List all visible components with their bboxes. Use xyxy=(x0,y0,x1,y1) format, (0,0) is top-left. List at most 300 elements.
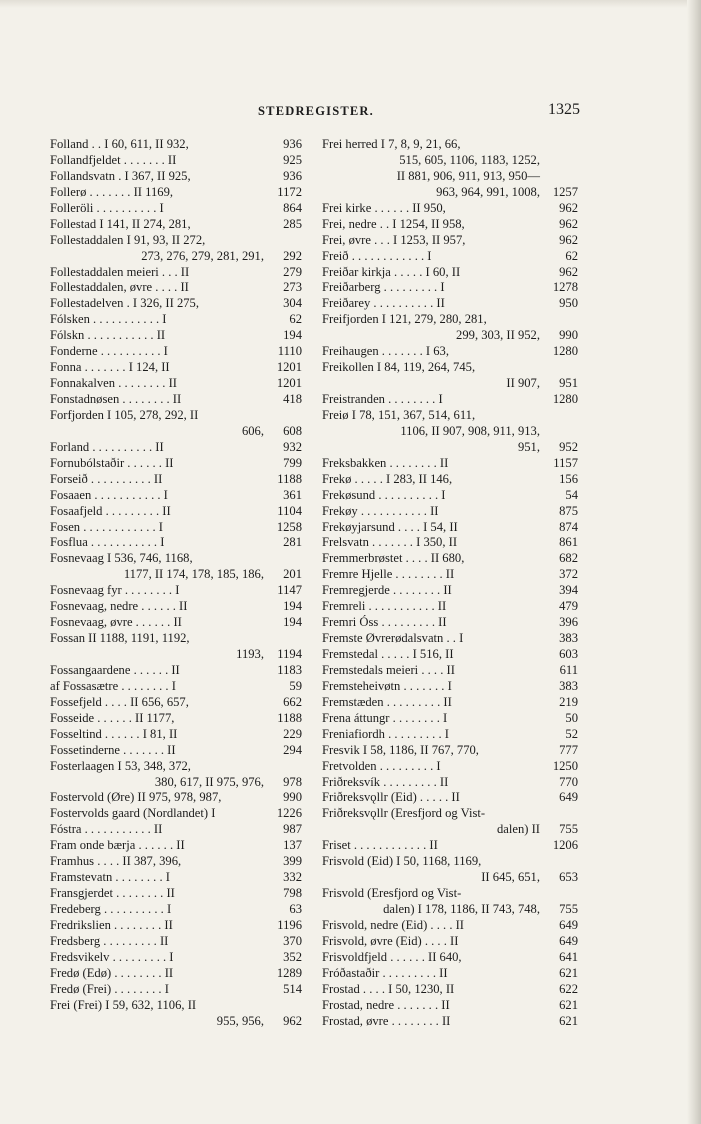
entry-text: Fredø (Frei) . . . . . . . . I xyxy=(50,981,169,996)
entry-page-ref: 1188 xyxy=(277,710,302,725)
entry-page-ref: 952 xyxy=(559,439,578,454)
entry-text: 951, xyxy=(517,439,540,454)
entry-text: Freiðarey . . . . . . . . . . II xyxy=(322,296,445,311)
entry-text: Fremmerbrøstet . . . . II 680, xyxy=(322,551,465,566)
index-entry xyxy=(50,408,302,440)
index-entry xyxy=(322,631,578,647)
index-entry xyxy=(50,886,302,902)
index-entry xyxy=(322,838,578,854)
index-entry xyxy=(50,169,302,185)
index-entry xyxy=(50,663,302,679)
entry-text: 955, 956, xyxy=(216,1013,264,1028)
entry-page-ref: 755 xyxy=(559,822,578,837)
entry-text: Friðreksvǫllr (Eresfjord og Vist- xyxy=(322,806,486,821)
index-entry xyxy=(322,567,578,583)
entry-page-ref: 641 xyxy=(559,949,578,964)
entry-text: Frekøyjarsund . . . . I 54, II xyxy=(322,519,458,534)
index-entry xyxy=(322,344,578,360)
entry-text: Follerø . . . . . . . II 1169, xyxy=(50,184,174,199)
index-entry xyxy=(322,249,578,265)
entry-page-ref: 194 xyxy=(283,328,302,343)
entry-page-ref: 682 xyxy=(559,551,578,566)
index-entry xyxy=(50,950,302,966)
index-entry xyxy=(50,201,302,217)
entry-page-ref: 281 xyxy=(283,535,302,550)
index-entry xyxy=(322,233,578,249)
entry-page-ref: 1104 xyxy=(277,503,302,518)
entry-page-ref: 799 xyxy=(283,455,302,470)
index-entry xyxy=(322,998,578,1014)
entry-text: Forseið . . . . . . . . . . II xyxy=(50,471,163,486)
entry-page-ref: 932 xyxy=(283,439,302,454)
index-entry xyxy=(50,583,302,599)
entry-page-ref: 361 xyxy=(283,487,302,502)
entry-page-ref: 137 xyxy=(283,838,302,853)
entry-page-ref: 201 xyxy=(283,567,302,582)
entry-page-ref: 962 xyxy=(559,200,578,215)
entry-page-ref: 621 xyxy=(559,965,578,980)
index-entry xyxy=(50,376,302,392)
entry-text: Frostad, øvre . . . . . . . . II xyxy=(322,1013,451,1028)
index-entry xyxy=(50,838,302,854)
index-entry xyxy=(50,599,302,615)
entry-text: Fosnevaag, nedre . . . . . . II xyxy=(50,599,188,614)
entry-page-ref: 962 xyxy=(559,232,578,247)
entry-page-ref: 621 xyxy=(559,997,578,1012)
entry-text: Frisvold (Eresfjord og Vist- xyxy=(322,886,462,901)
entry-text: Frostad . . . . I 50, 1230, II xyxy=(322,981,455,996)
entry-text: Fosnevaag I 536, 746, 1168, xyxy=(50,551,193,566)
entry-page-ref: 63 xyxy=(289,902,302,916)
entry-text: Fosseide . . . . . . II 1177, xyxy=(50,710,175,725)
entry-text: Frei (Frei) I 59, 632, 1106, II xyxy=(50,997,197,1012)
entry-text: Fredø (Edø) . . . . . . . . II xyxy=(50,965,174,980)
index-entry xyxy=(50,153,302,169)
index-entry xyxy=(50,456,302,472)
entry-text: Fostervolds gaard (Nordlandet) I xyxy=(50,806,216,821)
index-entry xyxy=(322,615,578,631)
entry-page-ref: 875 xyxy=(559,503,578,518)
entry-page-ref: 156 xyxy=(559,471,578,486)
index-entry xyxy=(322,950,578,966)
entry-page-ref: 978 xyxy=(283,774,302,789)
index-entry xyxy=(322,695,578,711)
entry-page-ref: 50 xyxy=(565,710,578,725)
entry-text: Fosterlaagen I 53, 348, 372, xyxy=(50,758,191,773)
index-entry xyxy=(322,727,578,743)
entry-text: Frostad, nedre . . . . . . . II xyxy=(322,997,450,1012)
index-entry xyxy=(322,472,578,488)
index-entry xyxy=(50,312,302,328)
entry-text: Frisvold (Eid) I 50, 1168, 1169, xyxy=(322,854,482,869)
entry-page-ref: 1172 xyxy=(277,184,302,199)
entry-page-ref: 52 xyxy=(565,726,578,741)
entry-page-ref: 352 xyxy=(283,949,302,964)
entry-page-ref: 1157 xyxy=(553,455,578,470)
entry-text: Freksbakken . . . . . . . . II xyxy=(322,455,449,470)
entry-page-ref: 874 xyxy=(559,519,578,534)
index-entry xyxy=(50,328,302,344)
entry-text: Freniafiordh . . . . . . . . . I xyxy=(322,726,449,741)
entry-page-ref: 1258 xyxy=(276,519,302,534)
entry-text: Freistranden . . . . . . . . I xyxy=(322,392,443,406)
entry-text: Freið . . . . . . . . . . . . I xyxy=(322,248,432,263)
entry-page-ref: 1278 xyxy=(552,280,578,295)
entry-text: Frei herred I 7, 8, 9, 21, 66, xyxy=(322,137,461,151)
entry-text: dalen) II xyxy=(496,822,540,837)
entry-text: Fólskn . . . . . . . . . . . II xyxy=(50,328,166,343)
entry-text: Fosflua . . . . . . . . . . . I xyxy=(50,535,165,550)
index-entry xyxy=(50,695,302,711)
entry-text: 380, 617, II 975, 976, xyxy=(154,774,264,789)
entry-text: Forfjorden I 105, 278, 292, II xyxy=(50,407,199,422)
index-entry xyxy=(322,663,578,679)
entry-page-ref: 514 xyxy=(283,981,302,996)
index-entry xyxy=(50,711,302,727)
entry-text: Fredsvikelv . . . . . . . . . I xyxy=(50,949,174,964)
index-entry xyxy=(322,296,578,312)
entry-page-ref: 1280 xyxy=(552,344,578,359)
entry-text: Fretvolden . . . . . . . . . I xyxy=(322,758,441,773)
index-entry xyxy=(322,217,578,233)
entry-page-ref: 1196 xyxy=(277,917,302,932)
entry-page-ref: 611 xyxy=(559,662,578,677)
entry-page-ref: 962 xyxy=(559,264,578,279)
entry-page-ref: 279 xyxy=(283,264,302,279)
entry-page-ref: 777 xyxy=(559,742,578,757)
entry-text: Friset . . . . . . . . . . . . II xyxy=(322,838,438,853)
index-entry xyxy=(322,456,578,472)
entry-page-ref: 649 xyxy=(559,917,578,932)
entry-text: Follestaddalen I 91, 93, II 272, xyxy=(50,232,206,247)
index-entry xyxy=(50,615,302,631)
entry-text: af Fossasætre . . . . . . . . I xyxy=(50,678,176,693)
index-entry xyxy=(50,870,302,886)
index-entry xyxy=(322,711,578,727)
entry-page-ref: 1147 xyxy=(277,583,302,598)
entry-text: Frekøsund . . . . . . . . . . I xyxy=(322,487,446,502)
entry-text: Fram onde bærja . . . . . . II xyxy=(50,838,185,853)
entry-page-ref: 219 xyxy=(559,694,578,709)
index-entry xyxy=(322,918,578,934)
entry-page-ref: 59 xyxy=(289,678,302,693)
index-entry xyxy=(50,934,302,950)
entry-page-ref: 1201 xyxy=(276,376,302,391)
entry-page-ref: 294 xyxy=(283,742,302,757)
entry-page-ref: 194 xyxy=(283,599,302,614)
entry-text: Fosaaen . . . . . . . . . . . I xyxy=(50,487,168,502)
entry-text: Follestaddalen, øvre . . . . II xyxy=(50,280,189,295)
entry-text: II 645, 651, xyxy=(481,870,540,885)
entry-text: II 907, xyxy=(506,376,540,391)
index-entry xyxy=(322,1014,578,1030)
index-entry xyxy=(322,647,578,663)
entry-page-ref: 399 xyxy=(283,854,302,869)
index-entry xyxy=(322,759,578,775)
entry-text: Fremsteheivøtn . . . . . . . I xyxy=(322,678,452,693)
index-entry xyxy=(50,966,302,982)
entry-text: Fosaafjeld . . . . . . . . . II xyxy=(50,503,171,518)
entry-text: Fossangaardene . . . . . . II xyxy=(50,662,180,677)
entry-page-ref: 383 xyxy=(559,678,578,693)
index-entry xyxy=(322,312,578,344)
entry-page-ref: 394 xyxy=(559,583,578,598)
entry-page-ref: 62 xyxy=(289,312,302,327)
entry-text: Fremstedals meieri . . . . II xyxy=(322,662,455,677)
entry-page-ref: 479 xyxy=(559,599,578,614)
entry-page-ref: 861 xyxy=(559,535,578,550)
entry-text: 1177, II 174, 178, 185, 186, xyxy=(123,567,264,582)
index-entry xyxy=(322,408,578,456)
entry-text: Fransgjerdet . . . . . . . . II xyxy=(50,886,175,901)
index-entry xyxy=(322,982,578,998)
entry-text: Frei, øvre . . . I 1253, II 957, xyxy=(322,232,466,247)
entry-text: Fonna . . . . . . . I 124, II xyxy=(50,360,170,375)
entry-text: 963, 964, 991, 1008, xyxy=(436,184,540,199)
entry-page-ref: 962 xyxy=(283,1013,302,1028)
index-entry xyxy=(50,392,302,408)
entry-text: Framstevatn . . . . . . . . I xyxy=(50,870,170,885)
index-entry xyxy=(50,679,302,695)
entry-text: Fremste Øvrerødalsvatn . . I xyxy=(322,631,464,646)
index-column-right xyxy=(322,137,578,1030)
entry-text: Fremreli . . . . . . . . . . . II xyxy=(322,599,447,614)
index-entry xyxy=(322,535,578,551)
page-edge-shadow xyxy=(687,0,701,1124)
index-entry xyxy=(50,998,302,1030)
entry-text: Freikollen I 84, 119, 264, 745, xyxy=(322,360,476,375)
index-entry xyxy=(50,727,302,743)
index-entry xyxy=(322,488,578,504)
index-entry xyxy=(50,759,302,791)
index-entry xyxy=(50,217,302,233)
index-entry xyxy=(50,137,302,153)
entry-page-ref: 936 xyxy=(283,168,302,183)
entry-page-ref: 1250 xyxy=(552,758,578,773)
entry-page-ref: 622 xyxy=(559,981,578,996)
entry-text: Fonnakalven . . . . . . . . II xyxy=(50,376,177,391)
entry-text: Fonstadnøsen . . . . . . . . II xyxy=(50,392,182,406)
entry-text: Fonderne . . . . . . . . . . I xyxy=(50,344,168,359)
entry-page-ref: 621 xyxy=(559,1013,578,1028)
entry-text: Freifjorden I 121, 279, 280, 281, xyxy=(322,312,487,327)
index-entry xyxy=(322,743,578,759)
entry-text: Follandfjeldet . . . . . . . II xyxy=(50,152,177,167)
entry-text: II 881, 906, 911, 913, 950— xyxy=(396,168,540,183)
index-entry xyxy=(322,966,578,982)
entry-text: Friðreksvǫllr (Eid) . . . . . II xyxy=(322,790,460,805)
index-entry xyxy=(50,902,302,918)
entry-text: Forland . . . . . . . . . . II xyxy=(50,439,164,454)
entry-text: Fosen . . . . . . . . . . . . I xyxy=(50,519,163,534)
entry-page-ref: 1183 xyxy=(277,662,302,677)
entry-page-ref: 332 xyxy=(283,870,302,885)
entry-text: Fredrikslien . . . . . . . . II xyxy=(50,917,173,932)
entry-page-ref: 54 xyxy=(565,487,578,502)
index-entry xyxy=(50,551,302,583)
index-entry xyxy=(322,806,578,838)
entry-text: Fosnevaag, øvre . . . . . . II xyxy=(50,615,182,630)
page-number: 1325 xyxy=(548,101,580,118)
entry-text: 1193, xyxy=(236,647,264,661)
index-entry xyxy=(50,806,302,822)
entry-text: Friðreksvík . . . . . . . . . II xyxy=(322,774,449,789)
entry-text: Frisvoldfjeld . . . . . . II 640, xyxy=(322,949,462,964)
entry-text: Fremri Óss . . . . . . . . . II xyxy=(322,615,447,630)
entry-page-ref: 1194 xyxy=(277,647,302,661)
entry-page-ref: 649 xyxy=(559,790,578,805)
entry-page-ref: 662 xyxy=(283,694,302,709)
entry-page-ref: 798 xyxy=(283,886,302,901)
entry-text: Freiø I 78, 151, 367, 514, 611, xyxy=(322,407,476,422)
entry-text: Fornubólstaðir . . . . . . II xyxy=(50,455,174,470)
index-entry xyxy=(322,679,578,695)
entry-text: Follestaddalen meieri . . . II xyxy=(50,264,190,279)
entry-page-ref: 951 xyxy=(559,376,578,391)
entry-page-ref: 372 xyxy=(559,567,578,582)
entry-text: Frekøy . . . . . . . . . . . II xyxy=(322,503,439,518)
entry-page-ref: 990 xyxy=(283,790,302,805)
index-entry xyxy=(50,918,302,934)
entry-text: Fredeberg . . . . . . . . . . I xyxy=(50,902,172,916)
index-entry xyxy=(50,488,302,504)
index-entry xyxy=(322,790,578,806)
index-entry xyxy=(322,934,578,950)
entry-text: 299, 303, II 952, xyxy=(456,328,540,343)
index-entry xyxy=(322,583,578,599)
entry-page-ref: 194 xyxy=(283,615,302,630)
entry-text: Fremstæden . . . . . . . . . II xyxy=(322,694,452,709)
entry-page-ref: 1110 xyxy=(277,344,302,359)
index-entry xyxy=(50,233,302,265)
entry-page-ref: 273 xyxy=(283,280,302,295)
index-entry xyxy=(50,440,302,456)
index-entry xyxy=(322,201,578,217)
entry-text: 1106, II 907, 908, 911, 913, xyxy=(400,423,540,438)
index-entry xyxy=(50,344,302,360)
entry-text: Freihaugen . . . . . . . I 63, xyxy=(322,344,449,359)
entry-page-ref: 1188 xyxy=(277,471,302,486)
index-column-left xyxy=(50,137,302,1030)
entry-text: Follestad I 141, II 274, 281, xyxy=(50,216,191,231)
entry-page-ref: 755 xyxy=(559,902,578,916)
entry-text: Fosnevaag fyr . . . . . . . . I xyxy=(50,583,180,598)
index-entry xyxy=(50,520,302,536)
entry-text: Fremre Hjelle . . . . . . . . II xyxy=(322,567,455,582)
page-top-shadow xyxy=(0,0,701,8)
index-entry xyxy=(322,265,578,281)
entry-text: Fosseltind . . . . . . I 81, II xyxy=(50,726,178,741)
entry-text: Fólsken . . . . . . . . . . . I xyxy=(50,312,167,327)
index-entry xyxy=(50,822,302,838)
index-entry xyxy=(50,360,302,376)
index-entry xyxy=(50,982,302,998)
entry-text: 606, xyxy=(241,423,264,438)
index-entry xyxy=(50,185,302,201)
entry-text: Framhus . . . . II 387, 396, xyxy=(50,854,182,869)
entry-text: Freiðar kirkja . . . . . I 60, II xyxy=(322,264,461,279)
entry-page-ref: 936 xyxy=(283,137,302,151)
entry-page-ref: 603 xyxy=(559,647,578,661)
entry-text: Frekø . . . . . I 283, II 146, xyxy=(322,471,453,486)
index-entry xyxy=(50,631,302,663)
entry-text: Frena áttungr . . . . . . . . I xyxy=(322,710,448,725)
entry-text: Fossefjeld . . . . II 656, 657, xyxy=(50,694,189,709)
entry-page-ref: 925 xyxy=(283,152,302,167)
index-entry xyxy=(50,472,302,488)
entry-text: Fóstra . . . . . . . . . . . II xyxy=(50,822,163,837)
entry-text: Frelsvatn . . . . . . . I 350, II xyxy=(322,535,458,550)
index-entry xyxy=(322,551,578,567)
entry-text: 273, 276, 279, 281, 291, xyxy=(141,248,264,263)
index-entry xyxy=(50,743,302,759)
index-entry xyxy=(322,280,578,296)
entry-text: Fredsberg . . . . . . . . . II xyxy=(50,933,169,948)
entry-text: Fostervold (Øre) II 975, 978, 987, xyxy=(50,790,222,805)
index-entry xyxy=(50,790,302,806)
entry-page-ref: 990 xyxy=(559,328,578,343)
index-entry xyxy=(322,886,578,918)
entry-page-ref: 653 xyxy=(559,870,578,885)
entry-page-ref: 1289 xyxy=(276,965,302,980)
entry-page-ref: 229 xyxy=(283,726,302,741)
entry-text: Fossan II 1188, 1191, 1192, xyxy=(50,631,190,646)
entry-page-ref: 950 xyxy=(559,296,578,311)
entry-text: 515, 605, 1106, 1183, 1252, xyxy=(399,152,540,167)
entry-text: Fremregjerde . . . . . . . . II xyxy=(322,583,452,598)
entry-text: Fossetinderne . . . . . . . II xyxy=(50,742,176,757)
index-entry xyxy=(50,280,302,296)
entry-page-ref: 418 xyxy=(283,392,302,406)
index-entry xyxy=(50,265,302,281)
entry-page-ref: 1257 xyxy=(552,184,578,199)
index-entry xyxy=(322,854,578,886)
entry-page-ref: 864 xyxy=(283,200,302,215)
entry-page-ref: 1280 xyxy=(552,392,578,406)
entry-page-ref: 649 xyxy=(559,933,578,948)
entry-page-ref: 370 xyxy=(283,933,302,948)
entry-text: Fróðastaðir . . . . . . . . . II xyxy=(322,965,448,980)
index-entry xyxy=(322,599,578,615)
entry-page-ref: 770 xyxy=(559,774,578,789)
entry-text: Frisvold, øvre (Eid) . . . . II xyxy=(322,933,459,948)
entry-page-ref: 285 xyxy=(283,216,302,231)
entry-text: Follandsvatn . I 367, II 925, xyxy=(50,168,191,183)
entry-page-ref: 1226 xyxy=(276,806,302,821)
entry-text: Freiðarberg . . . . . . . . . I xyxy=(322,280,445,295)
entry-page-ref: 1206 xyxy=(552,838,578,853)
entry-text: Frisvold, nedre (Eid) . . . . II xyxy=(322,917,464,932)
entry-page-ref: 304 xyxy=(283,296,302,311)
entry-page-ref: 1201 xyxy=(276,360,302,375)
index-entry xyxy=(322,137,578,201)
entry-page-ref: 608 xyxy=(283,423,302,438)
entry-text: dalen) I 178, 1186, II 743, 748, xyxy=(383,902,540,916)
entry-text: Folleröli . . . . . . . . . . I xyxy=(50,200,164,215)
index-entry xyxy=(50,535,302,551)
entry-text: Fresvik I 58, 1186, II 767, 770, xyxy=(322,742,479,757)
index-entry xyxy=(50,296,302,312)
entry-text: Frei, nedre . . I 1254, II 958, xyxy=(322,216,465,231)
index-entry xyxy=(322,520,578,536)
index-entry xyxy=(50,854,302,870)
index-entry xyxy=(50,504,302,520)
entry-text: Fremstedal . . . . . I 516, II xyxy=(322,647,454,661)
entry-page-ref: 396 xyxy=(559,615,578,630)
entry-text: Follestadelven . I 326, II 275, xyxy=(50,296,199,311)
index-entry xyxy=(322,775,578,791)
index-entry xyxy=(322,392,578,408)
